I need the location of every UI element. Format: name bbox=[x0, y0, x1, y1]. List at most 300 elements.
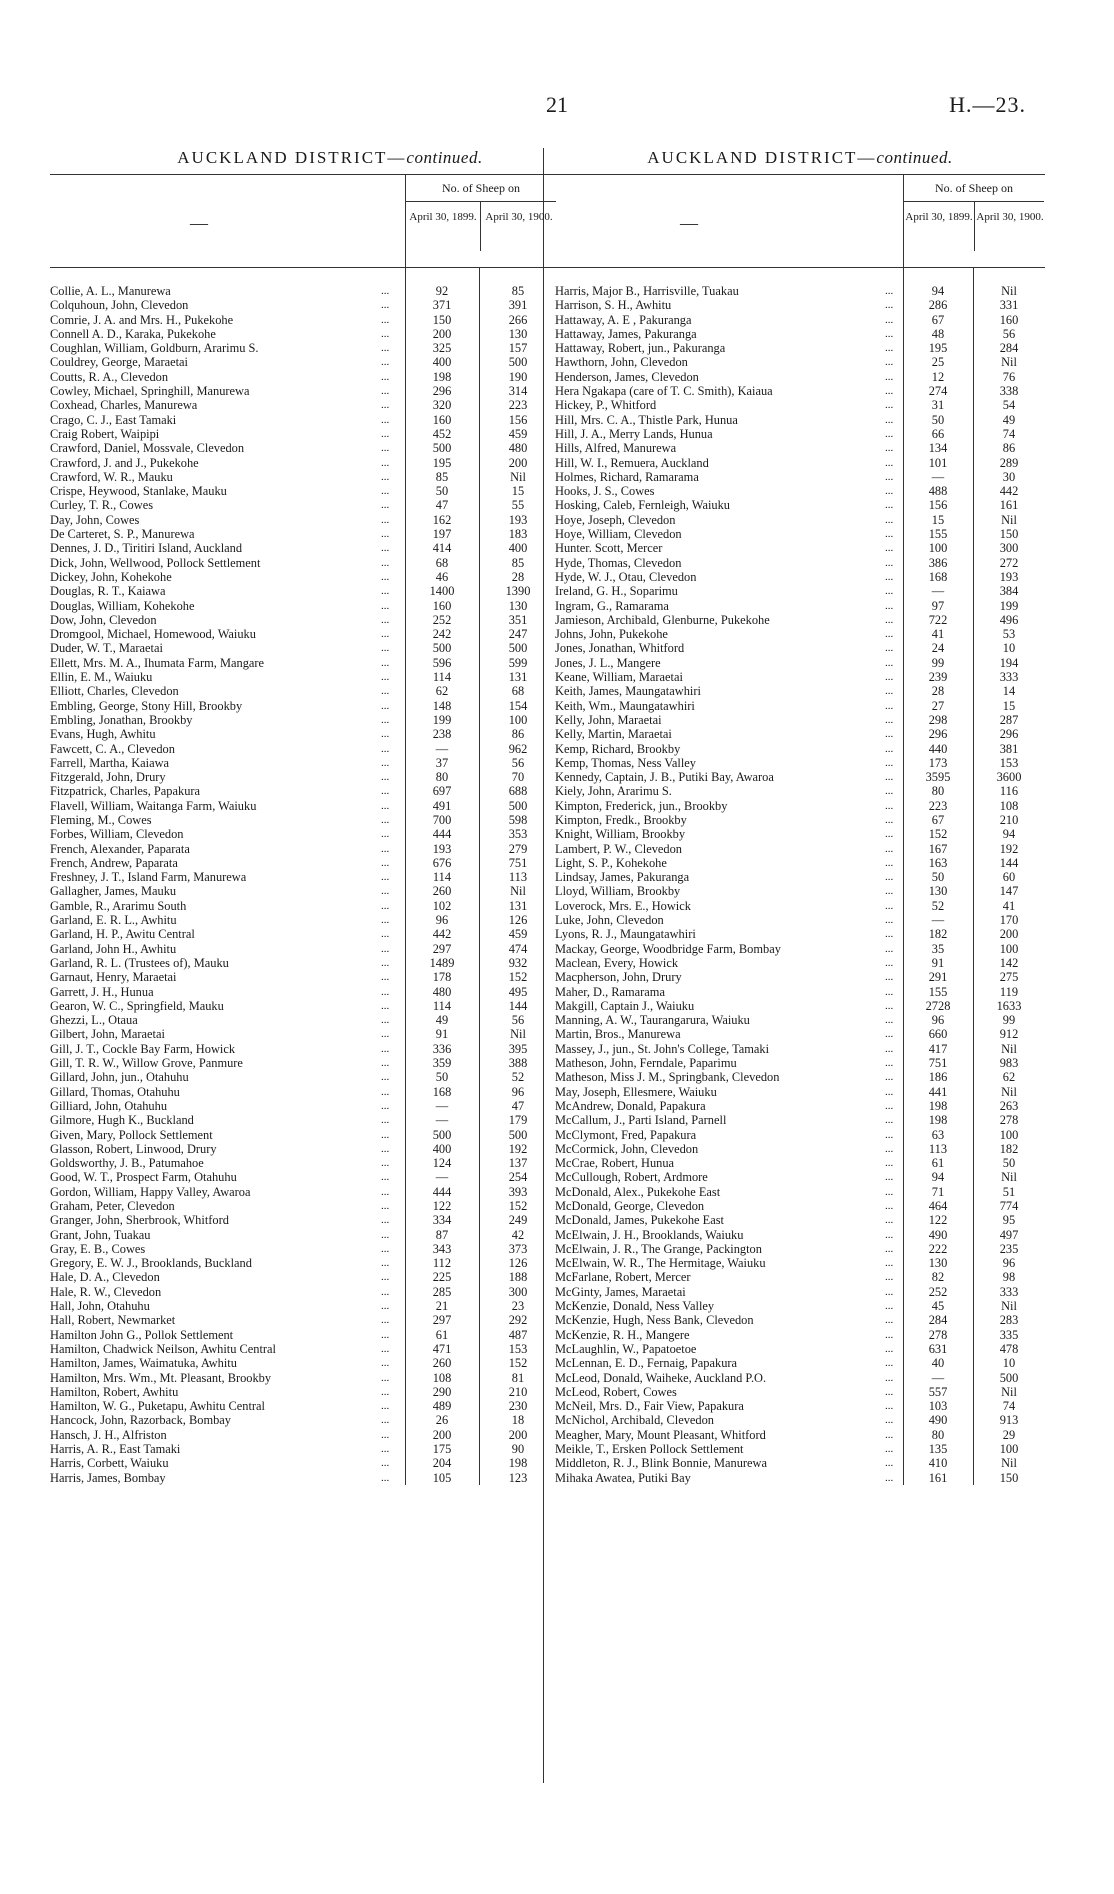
leader-dots: ... bbox=[381, 1428, 390, 1441]
sheep-1900: 56 bbox=[1002, 326, 1016, 341]
sheep-1900: 373 bbox=[508, 1241, 528, 1256]
table-row bbox=[50, 1242, 610, 1256]
owner-name: Gill, J. T., Cockle Bay Farm, Howick bbox=[50, 1041, 236, 1056]
leader-dots: ... bbox=[885, 985, 894, 998]
sheep-1899: 442 bbox=[432, 927, 452, 942]
leader-dots: ... bbox=[381, 1071, 390, 1084]
owner-name: Keane, William, Maraetai bbox=[555, 670, 683, 685]
table-row bbox=[50, 298, 610, 312]
sheep-1899: 490 bbox=[928, 1227, 948, 1242]
leader-dots: ... bbox=[885, 1014, 894, 1027]
table-row bbox=[50, 813, 610, 827]
sheep-1899: 320 bbox=[432, 398, 452, 413]
table-row bbox=[50, 570, 610, 584]
owner-name: Hall, John, Otahuhu bbox=[50, 1299, 150, 1314]
owner-name: McLennan, E. D., Fernaig, Papakura bbox=[555, 1356, 738, 1371]
sheep-1899: 25 bbox=[931, 355, 945, 370]
owner-name: Garland, John H., Awhitu bbox=[50, 941, 177, 956]
table-row bbox=[50, 413, 610, 427]
owner-name: McKenzie, R. H., Mangere bbox=[555, 1327, 690, 1342]
leader-dots: ... bbox=[381, 1099, 390, 1112]
sheep-1900: 160 bbox=[999, 312, 1019, 327]
owner-name: McCormick, John, Clevedon bbox=[555, 1141, 699, 1156]
owner-name: Lambert, P. W., Clevedon bbox=[555, 841, 682, 856]
sheep-1899: 464 bbox=[928, 1199, 948, 1213]
sheep-1899: 108 bbox=[432, 1370, 452, 1385]
owner-name: Graham, Peter, Clevedon bbox=[50, 1199, 175, 1213]
owner-name: Gillard, John, jun., Otahuhu bbox=[50, 1070, 189, 1085]
owner-name: Gray, E. B., Cowes bbox=[50, 1241, 146, 1256]
sheep-1900: 351 bbox=[508, 612, 528, 627]
sheep-1899: 15 bbox=[931, 512, 945, 527]
sheep-1899: 113 bbox=[928, 1141, 948, 1156]
leader-dots: ... bbox=[381, 771, 390, 784]
sheep-1899: 130 bbox=[928, 884, 948, 899]
sheep-1899: 198 bbox=[432, 369, 452, 384]
sheep-1900: 598 bbox=[508, 812, 528, 827]
owner-name: Kiely, John, Ararimu S. bbox=[555, 784, 672, 799]
sheep-1899: 148 bbox=[432, 698, 452, 713]
table-row bbox=[50, 641, 610, 655]
sheep-1899: 160 bbox=[432, 598, 452, 613]
owner-name: Garland, E. R. L., Awhitu bbox=[50, 913, 177, 928]
owner-name: McGinty, James, Maraetai bbox=[555, 1284, 686, 1299]
sheep-1900: 192 bbox=[508, 1141, 528, 1156]
owner-name: Hawthorn, John, Clevedon bbox=[555, 355, 688, 370]
leader-dots: ... bbox=[381, 871, 390, 884]
leader-dots: ... bbox=[885, 1057, 894, 1070]
sheep-1899: 101 bbox=[928, 455, 948, 470]
owner-name: Hamilton, Mrs. Wm., Mt. Pleasant, Brookby bbox=[50, 1370, 272, 1385]
leader-dots: ... bbox=[885, 313, 894, 326]
leader-dots: ... bbox=[381, 1157, 390, 1170]
sheep-1900: 300 bbox=[508, 1284, 528, 1299]
leader-dots: ... bbox=[885, 1443, 894, 1456]
leader-dots: ... bbox=[381, 1028, 390, 1041]
sheep-1900: 100 bbox=[508, 712, 528, 727]
leader-dots: ... bbox=[885, 1342, 894, 1355]
owner-name: Luke, John, Clevedon bbox=[555, 913, 664, 928]
table-row bbox=[555, 742, 1045, 756]
table-row bbox=[50, 1442, 610, 1456]
table-row bbox=[555, 1471, 1045, 1485]
sheep-1899: 252 bbox=[928, 1284, 948, 1299]
sheep-1900: 86 bbox=[1002, 441, 1016, 456]
leader-dots: ... bbox=[381, 1085, 390, 1098]
owner-name: Granger, John, Sherbrook, Whitford bbox=[50, 1213, 229, 1228]
table-row bbox=[50, 484, 610, 498]
sheep-1899: 12 bbox=[931, 369, 945, 384]
leader-dots: ... bbox=[885, 585, 894, 598]
sheep-1899: 296 bbox=[928, 727, 948, 742]
sheep-1899: 122 bbox=[928, 1213, 948, 1228]
sheep-1900: 10 bbox=[1002, 1356, 1016, 1371]
sheep-1900: 90 bbox=[511, 1442, 525, 1457]
sheep-1899: 67 bbox=[931, 812, 945, 827]
sheep-1899: 49 bbox=[435, 1013, 449, 1028]
table-row bbox=[555, 1128, 1045, 1142]
leader-dots: ... bbox=[885, 1357, 894, 1370]
owner-name: Evans, Hugh, Awhitu bbox=[50, 727, 156, 742]
leader-dots: ... bbox=[381, 356, 390, 369]
leader-dots: ... bbox=[381, 799, 390, 812]
sheep-count-label: No. of Sheep on bbox=[406, 175, 556, 202]
sheep-1900: 283 bbox=[999, 1313, 1019, 1328]
sheep-1900: 314 bbox=[508, 384, 528, 399]
sheep-1900: 74 bbox=[1002, 1399, 1016, 1414]
document-code: H.—23. bbox=[949, 92, 1026, 117]
leader-dots: ... bbox=[381, 485, 390, 498]
table-row bbox=[50, 355, 610, 369]
owner-name: Mihaka Awatea, Putiki Bay bbox=[555, 1470, 691, 1485]
sheep-1900: 41 bbox=[1002, 898, 1016, 913]
sheep-1900: 23 bbox=[511, 1299, 525, 1314]
leader-dots: ... bbox=[885, 1171, 894, 1184]
sheep-1900: 15 bbox=[1002, 698, 1016, 713]
table-row bbox=[50, 1099, 610, 1113]
sheep-1900: 142 bbox=[999, 955, 1019, 970]
leader-dots: ... bbox=[381, 1300, 390, 1313]
sheep-1900: 1390 bbox=[505, 584, 531, 599]
owner-name: Elliott, Charles, Clevedon bbox=[50, 684, 179, 699]
sheep-1899: 167 bbox=[928, 841, 948, 856]
table-row bbox=[555, 899, 1045, 913]
table-row bbox=[50, 1256, 610, 1270]
sheep-1899: 441 bbox=[928, 1084, 948, 1099]
table-row bbox=[555, 1170, 1045, 1184]
sheep-1900: 395 bbox=[508, 1041, 528, 1056]
sheep-1900: 192 bbox=[999, 841, 1019, 856]
owner-name: Hamilton, W. G., Puketapu, Awhitu Central bbox=[50, 1399, 265, 1414]
sheep-1900: 480 bbox=[508, 441, 528, 456]
sheep-1899: 359 bbox=[432, 1056, 452, 1071]
leader-dots: ... bbox=[381, 1142, 390, 1155]
sheep-1900: 230 bbox=[508, 1399, 528, 1414]
sheep-1899: 290 bbox=[432, 1384, 452, 1399]
owner-name: Hale, D. A., Clevedon bbox=[50, 1270, 160, 1285]
leader-dots: ... bbox=[885, 1042, 894, 1055]
sheep-1900: Nil bbox=[1001, 1170, 1017, 1185]
table-row bbox=[50, 899, 610, 913]
sheep-1899: 242 bbox=[432, 627, 452, 642]
leader-dots: ... bbox=[885, 342, 894, 355]
sheep-1899: 52 bbox=[931, 898, 945, 913]
leader-dots: ... bbox=[381, 1257, 390, 1270]
sheep-1899: 500 bbox=[432, 1127, 452, 1142]
table-row bbox=[50, 1070, 610, 1084]
sheep-1899: 28 bbox=[931, 684, 945, 699]
owner-name: Hale, R. W., Clevedon bbox=[50, 1284, 162, 1299]
sheep-1899: 168 bbox=[432, 1084, 452, 1099]
leader-dots: ... bbox=[381, 956, 390, 969]
sheep-1899: 444 bbox=[432, 827, 452, 842]
col-1899-header: April 30, 1899. bbox=[905, 211, 973, 223]
sheep-1899: 195 bbox=[928, 341, 948, 356]
owner-name: Coutts, R. A., Clevedon bbox=[50, 369, 169, 384]
sheep-1900: 152 bbox=[508, 970, 528, 985]
owner-name: Day, John, Cowes bbox=[50, 512, 140, 527]
owner-name: McDonald, George, Clevedon bbox=[555, 1199, 705, 1213]
owner-name: Keith, James, Maungatawhiri bbox=[555, 684, 701, 699]
table-row bbox=[555, 1013, 1045, 1027]
sheep-1900: 56 bbox=[511, 755, 525, 770]
sheep-1899: 225 bbox=[432, 1270, 452, 1285]
owner-name: Connell A. D., Karaka, Pukekohe bbox=[50, 326, 216, 341]
owner-name: Ghezzi, L., Otaua bbox=[50, 1013, 138, 1028]
owner-name: Gordon, William, Happy Valley, Awaroa bbox=[50, 1184, 251, 1199]
table-row bbox=[50, 827, 610, 841]
leader-dots: ... bbox=[885, 728, 894, 741]
sheep-1900: 400 bbox=[508, 541, 528, 556]
left-column bbox=[50, 148, 610, 1485]
table-row bbox=[50, 927, 610, 941]
table-row bbox=[50, 1471, 610, 1485]
sheep-1899: 91 bbox=[931, 955, 945, 970]
sheep-1899: 193 bbox=[432, 841, 452, 856]
table-row bbox=[555, 1156, 1045, 1170]
sheep-1900: 962 bbox=[508, 741, 528, 756]
leader-dots: ... bbox=[381, 1471, 390, 1484]
owner-name: Manning, A. W., Taurangarura, Waiuku bbox=[555, 1013, 750, 1028]
leader-dots: ... bbox=[885, 456, 894, 469]
sheep-1900: 86 bbox=[511, 727, 525, 742]
leader-dots: ... bbox=[381, 1171, 390, 1184]
name-column-header: — bbox=[680, 213, 698, 233]
table-row bbox=[555, 1328, 1045, 1342]
leader-dots: ... bbox=[885, 1414, 894, 1427]
sheep-1900: 272 bbox=[999, 555, 1019, 570]
owner-name: Garland, R. L. (Trustees of), Mauku bbox=[50, 955, 229, 970]
owner-name: Martin, Bros., Manurewa bbox=[555, 1027, 681, 1042]
leader-dots: ... bbox=[381, 399, 390, 412]
sheep-1899: 297 bbox=[432, 1313, 452, 1328]
sheep-1899: 37 bbox=[435, 755, 449, 770]
sheep-1900: 199 bbox=[999, 598, 1019, 613]
owner-name: Dick, John, Wellwood, Pollock Settlement bbox=[50, 555, 261, 570]
table-row bbox=[50, 613, 610, 627]
leader-dots: ... bbox=[885, 370, 894, 383]
sheep-1900: 478 bbox=[999, 1341, 1019, 1356]
owner-name: Kimpton, Fredk., Brookby bbox=[555, 812, 687, 827]
owner-name: Crago, C. J., East Tamaki bbox=[50, 412, 177, 427]
sheep-1899: 161 bbox=[928, 1470, 948, 1485]
sheep-1900: 393 bbox=[508, 1184, 528, 1199]
table-row bbox=[555, 927, 1045, 941]
sheep-1900: 52 bbox=[511, 1070, 525, 1085]
owner-name: Garland, H. P., Awitu Central bbox=[50, 927, 195, 942]
leader-dots: ... bbox=[381, 1314, 390, 1327]
sheep-1900: 263 bbox=[999, 1098, 1019, 1113]
sheep-1900: 249 bbox=[508, 1213, 528, 1228]
sheep-1899: 45 bbox=[931, 1299, 945, 1314]
table-row bbox=[555, 727, 1045, 741]
leader-dots: ... bbox=[381, 427, 390, 440]
sheep-1900: 123 bbox=[508, 1470, 528, 1485]
owner-name: Dennes, J. D., Tiritiri Island, Auckland bbox=[50, 541, 243, 556]
sheep-1900: 98 bbox=[1002, 1270, 1016, 1285]
leader-dots: ... bbox=[885, 528, 894, 541]
sheep-1899: — bbox=[435, 1113, 449, 1128]
table-row bbox=[555, 513, 1045, 527]
sheep-1899: 1489 bbox=[429, 955, 455, 970]
sheep-1899: 500 bbox=[432, 641, 452, 656]
sheep-1900: 99 bbox=[1002, 1013, 1016, 1028]
table-row bbox=[50, 1056, 610, 1070]
table-row bbox=[555, 813, 1045, 827]
sheep-1899: 178 bbox=[432, 970, 452, 985]
owner-name: Hamilton, James, Waimatuka, Awhitu bbox=[50, 1356, 237, 1371]
sheep-1900: 497 bbox=[999, 1227, 1019, 1242]
sheep-1899: 260 bbox=[432, 1356, 452, 1371]
owner-name: McKenzie, Hugh, Ness Bank, Clevedon bbox=[555, 1313, 754, 1328]
owner-name: Hansch, J. H., Alfriston bbox=[50, 1427, 167, 1442]
table-row bbox=[50, 1042, 610, 1056]
table-row bbox=[555, 556, 1045, 570]
leader-dots: ... bbox=[885, 871, 894, 884]
leader-dots: ... bbox=[381, 613, 390, 626]
table-row bbox=[50, 1356, 610, 1370]
leader-dots: ... bbox=[381, 971, 390, 984]
sheep-1900: 100 bbox=[999, 941, 1019, 956]
owner-name: Embling, Jonathan, Brookby bbox=[50, 712, 193, 727]
sheep-1899: 223 bbox=[928, 798, 948, 813]
leader-dots: ... bbox=[885, 1242, 894, 1255]
leader-dots: ... bbox=[885, 656, 894, 669]
table-row bbox=[555, 913, 1045, 927]
table-row bbox=[50, 970, 610, 984]
owner-name: McElwain, J. R., The Grange, Packington bbox=[555, 1241, 762, 1256]
sheep-1899: 751 bbox=[928, 1056, 948, 1071]
leader-dots: ... bbox=[381, 1328, 390, 1341]
sheep-1899: 200 bbox=[432, 326, 452, 341]
table-row bbox=[50, 727, 610, 741]
leader-dots: ... bbox=[885, 685, 894, 698]
sheep-1899: 114 bbox=[432, 998, 452, 1013]
sheep-1900: Nil bbox=[1001, 1041, 1017, 1056]
table-row bbox=[50, 1399, 610, 1413]
sheep-1899: 67 bbox=[931, 312, 945, 327]
leader-dots: ... bbox=[885, 885, 894, 898]
leader-dots: ... bbox=[381, 928, 390, 941]
leader-dots: ... bbox=[885, 1300, 894, 1313]
leader-dots: ... bbox=[381, 585, 390, 598]
sheep-1900: 188 bbox=[508, 1270, 528, 1285]
sheep-1899: 660 bbox=[928, 1027, 948, 1042]
table-row bbox=[555, 599, 1045, 613]
sheep-1899: 26 bbox=[435, 1413, 449, 1428]
table-row bbox=[50, 756, 610, 770]
table-row bbox=[555, 1199, 1045, 1213]
sheep-1900: 688 bbox=[508, 784, 528, 799]
sheep-1899: 114 bbox=[432, 870, 452, 885]
sheep-1899: 452 bbox=[432, 426, 452, 441]
table-row bbox=[555, 613, 1045, 627]
leader-dots: ... bbox=[885, 1471, 894, 1484]
sheep-1900: 200 bbox=[508, 1427, 528, 1442]
table-row bbox=[50, 1085, 610, 1099]
owner-name: Gearon, W. C., Springfield, Mauku bbox=[50, 998, 224, 1013]
table-row bbox=[555, 456, 1045, 470]
table-row bbox=[50, 1285, 610, 1299]
table-row bbox=[555, 470, 1045, 484]
table-row bbox=[555, 1371, 1045, 1385]
table-row bbox=[50, 913, 610, 927]
table-row bbox=[50, 1456, 610, 1470]
sheep-1899: 417 bbox=[928, 1041, 948, 1056]
owner-name: Comrie, J. A. and Mrs. H., Pukekohe bbox=[50, 312, 234, 327]
sheep-1899: 252 bbox=[432, 612, 452, 627]
owner-name: Maher, D., Ramarama bbox=[555, 984, 665, 999]
table-row bbox=[50, 513, 610, 527]
table-row bbox=[555, 355, 1045, 369]
table-row bbox=[50, 284, 610, 298]
owner-name: Crispe, Heywood, Stanlake, Mauku bbox=[50, 484, 227, 499]
sheep-1900: 193 bbox=[999, 569, 1019, 584]
sheep-1899: 31 bbox=[931, 398, 945, 413]
leader-dots: ... bbox=[381, 1357, 390, 1370]
sheep-1899: 130 bbox=[928, 1256, 948, 1271]
owner-name: Cowley, Michael, Springhill, Manurewa bbox=[50, 384, 250, 399]
owner-name: Gilbert, John, Maraetai bbox=[50, 1027, 165, 1042]
sheep-1900: 912 bbox=[999, 1027, 1019, 1042]
sheep-1900: 81 bbox=[511, 1370, 525, 1385]
table-row bbox=[50, 327, 610, 341]
table-row bbox=[555, 1113, 1045, 1127]
owner-name: Hooks, J. S., Cowes bbox=[555, 484, 655, 499]
owner-name: McElwain, W. R., The Hermitage, Waiuku bbox=[555, 1256, 766, 1271]
sheep-1900: 983 bbox=[999, 1056, 1019, 1071]
owner-name: Douglas, R. T., Kaiawa bbox=[50, 584, 166, 599]
sheep-1899: 50 bbox=[931, 870, 945, 885]
right-column-title: AUCKLAND DISTRICT—continued. bbox=[647, 148, 953, 167]
sheep-1900: 100 bbox=[999, 1127, 1019, 1142]
sheep-1899: — bbox=[435, 1170, 449, 1185]
leader-dots: ... bbox=[885, 628, 894, 641]
owner-name: Hickey, P., Whitford bbox=[555, 398, 657, 413]
sheep-1900: 95 bbox=[1002, 1213, 1016, 1228]
sheep-1899: 491 bbox=[432, 798, 452, 813]
leader-dots: ... bbox=[381, 1057, 390, 1070]
sheep-1899: 274 bbox=[928, 384, 948, 399]
sheep-1899: 162 bbox=[432, 512, 452, 527]
leader-dots: ... bbox=[381, 413, 390, 426]
table-row bbox=[50, 384, 610, 398]
table-row bbox=[50, 1213, 610, 1227]
sheep-1900: Nil bbox=[1001, 1384, 1017, 1399]
sheep-1899: — bbox=[931, 1370, 945, 1385]
sheep-1899: 336 bbox=[432, 1041, 452, 1056]
sheep-1899: 298 bbox=[928, 712, 948, 727]
sheep-1900: 85 bbox=[511, 284, 525, 298]
sheep-1899: 163 bbox=[928, 855, 948, 870]
owner-name: Fawcett, C. A., Clevedon bbox=[50, 741, 175, 756]
leader-dots: ... bbox=[885, 813, 894, 826]
table-row bbox=[555, 627, 1045, 641]
sheep-1900: 150 bbox=[999, 1470, 1019, 1485]
sheep-1900: 85 bbox=[511, 555, 525, 570]
table-row bbox=[555, 298, 1045, 312]
table-row bbox=[555, 856, 1045, 870]
sheep-1900: 94 bbox=[1002, 827, 1016, 842]
sheep-1899: 61 bbox=[931, 1156, 945, 1171]
leader-dots: ... bbox=[885, 542, 894, 555]
owner-name: McCullough, Robert, Ardmore bbox=[555, 1170, 708, 1185]
table-row bbox=[555, 842, 1045, 856]
table-row bbox=[555, 527, 1045, 541]
table-row bbox=[555, 1185, 1045, 1199]
sheep-1899: 80 bbox=[931, 784, 945, 799]
leader-dots: ... bbox=[885, 956, 894, 969]
